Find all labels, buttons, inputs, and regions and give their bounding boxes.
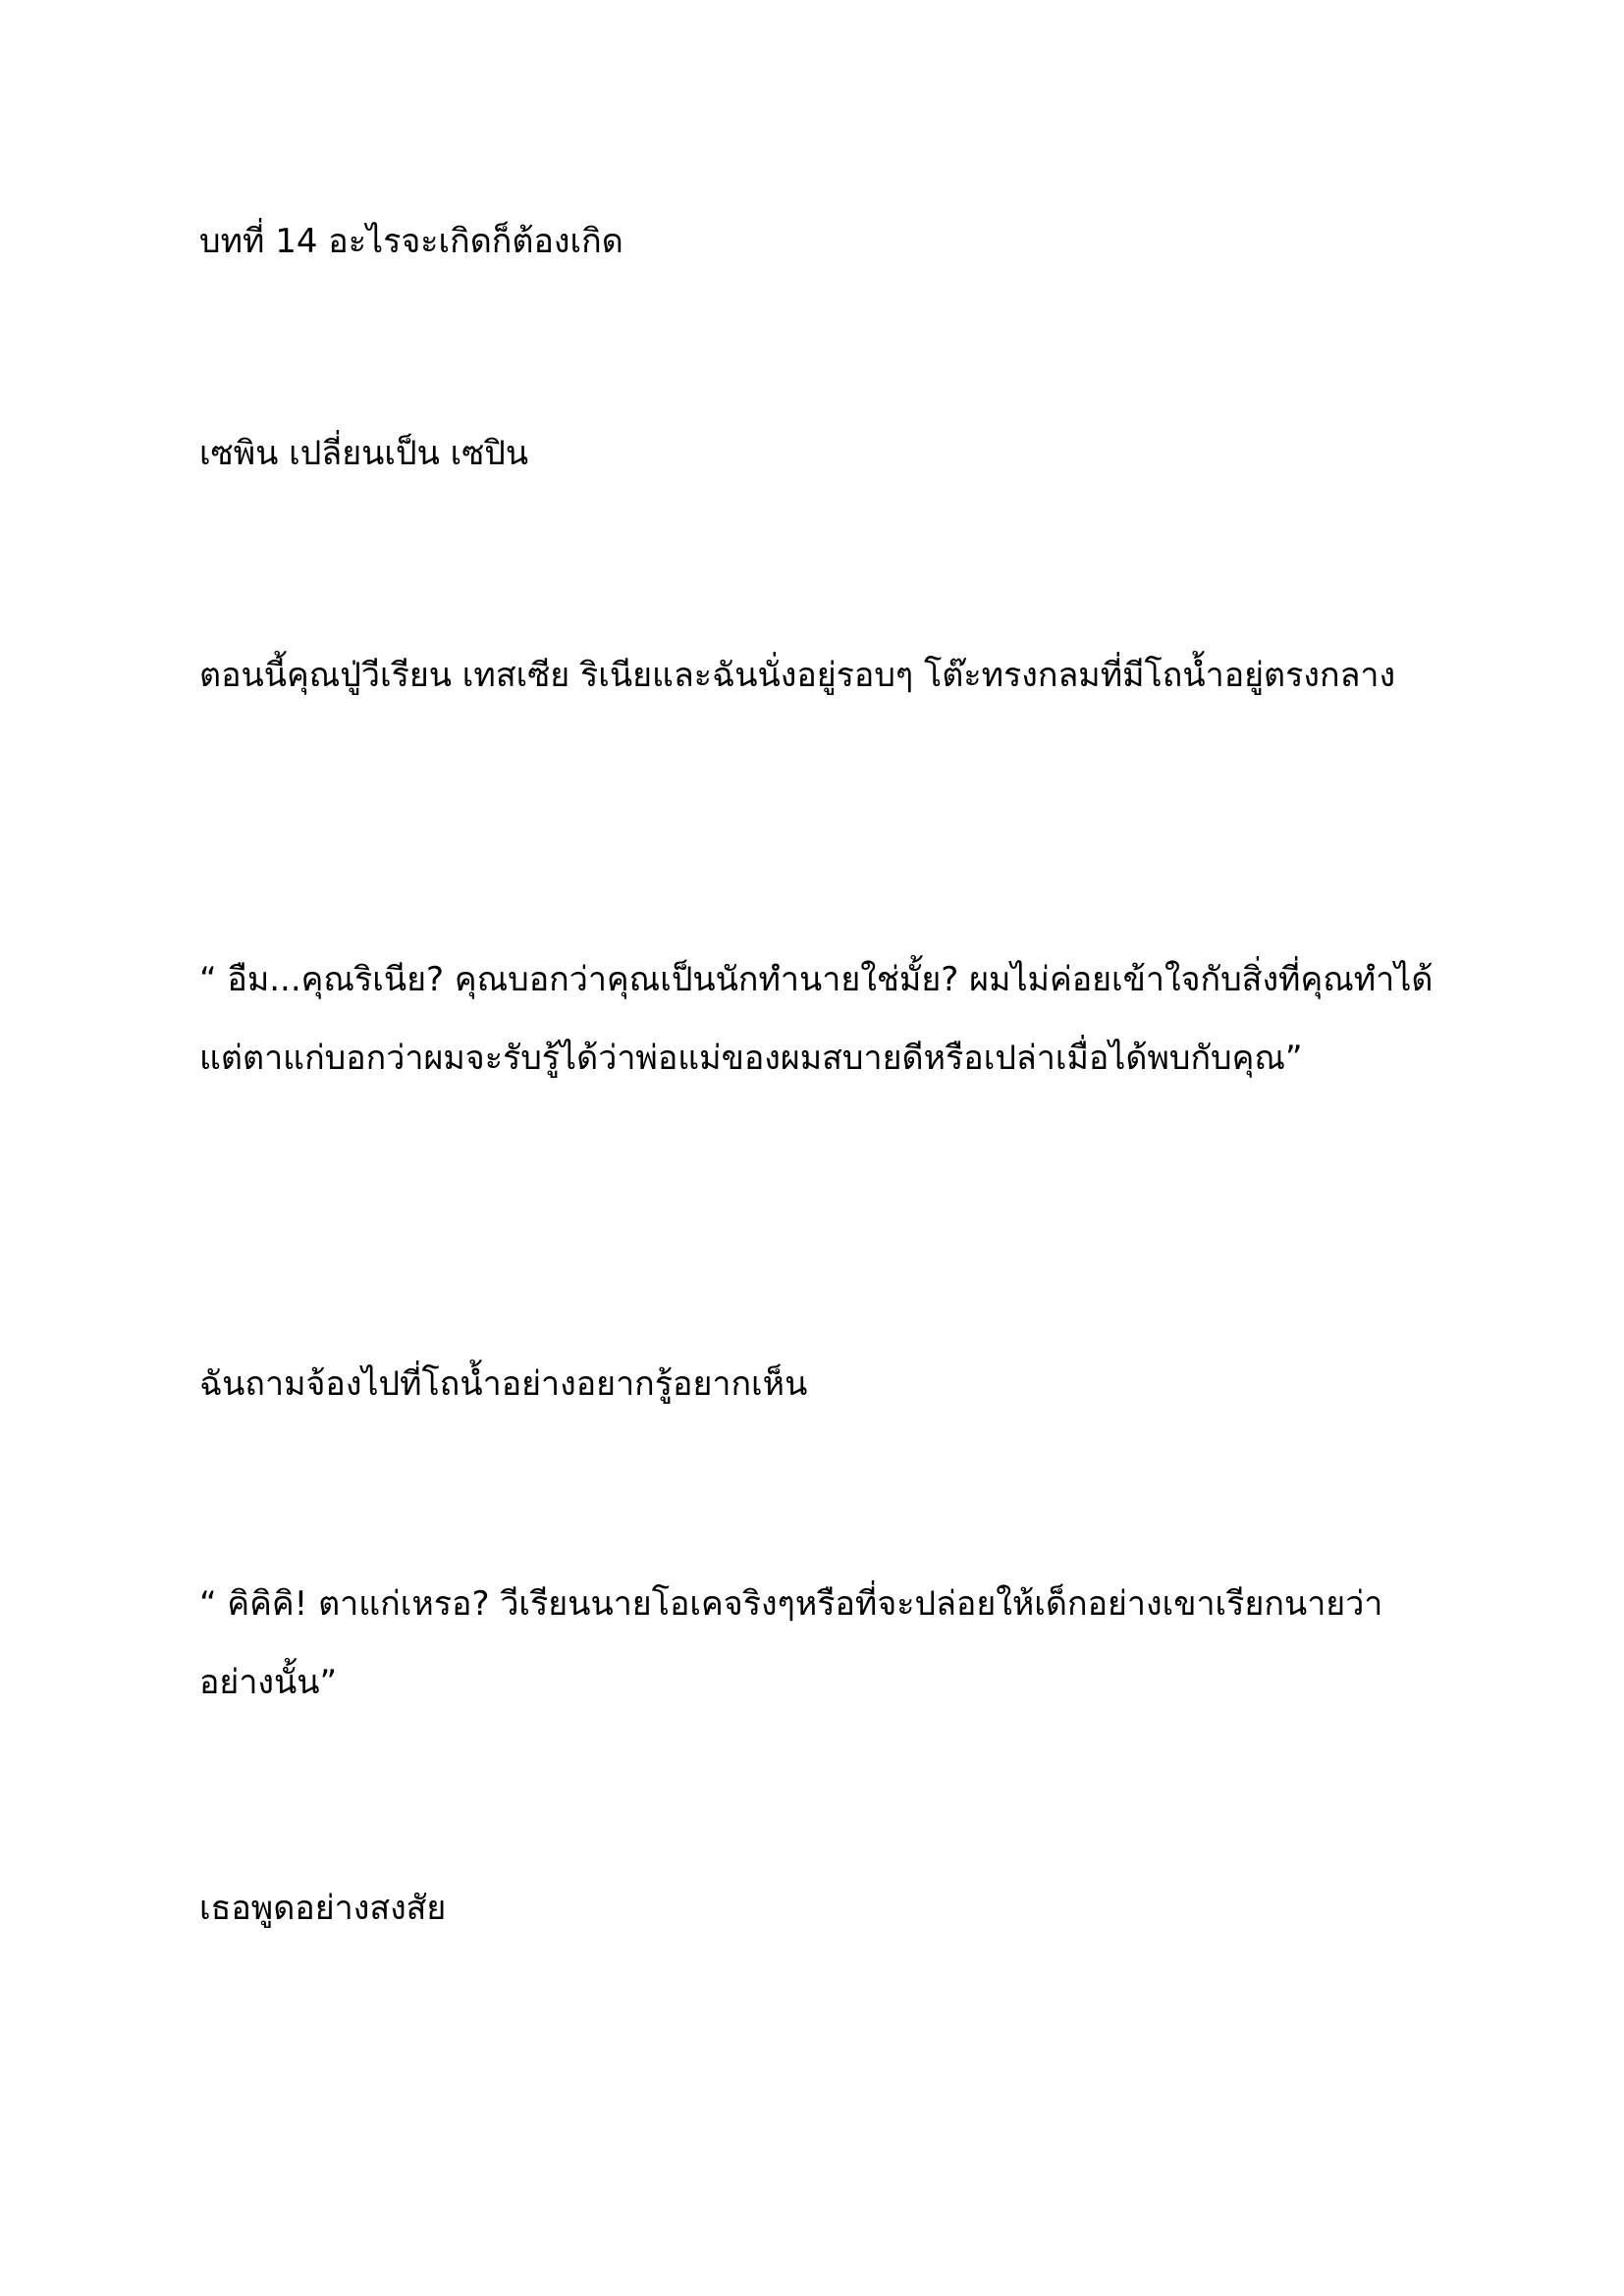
paragraph: “ คิคิคิ! ตาแก่เหรอ? วีเรียนนายโอเคจริงๆหรือที่จะปล่อยให้เด็กอย่างเขาเรียกนายว่าอย่างนั้น” <box>199 1584 1383 1702</box>
paragraph: เซพิน เปลี่ยนเป็น เซปิน <box>199 434 529 473</box>
paragraph: ฉันถามจ้องไปที่โถน้ำอย่างอยากรู้อยากเห็น <box>199 1364 808 1404</box>
paragraph: ตอนนี้คุณปู่วีเรียน เทสเซีย ริเนียและฉันนั่งอยู่รอบๆ โต๊ะทรงกลมที่มีโถน้ำอยู่ตรงกลาง <box>199 656 1396 695</box>
paragraph: เธอพูดอย่างสงสัย <box>199 1889 447 1928</box>
chapter-title: บทที่ 14 อะไรจะเกิดก็ต้องเกิด <box>199 222 623 261</box>
paragraph: “ อืม...คุณริเนีย? คุณบอกว่าคุณเป็นนักทำนายใช่มั้ย? ผมไม่ค่อยเข้าใจกับสิ่งที่คุณทำได้ แต่ตาแก่บอกว่าผมจะรับรู้ได้ว่าพ่อแม่ของผมสบายดีหรือเปล่าเมื่อได้พบกับคุณ” <box>199 960 1434 1078</box>
